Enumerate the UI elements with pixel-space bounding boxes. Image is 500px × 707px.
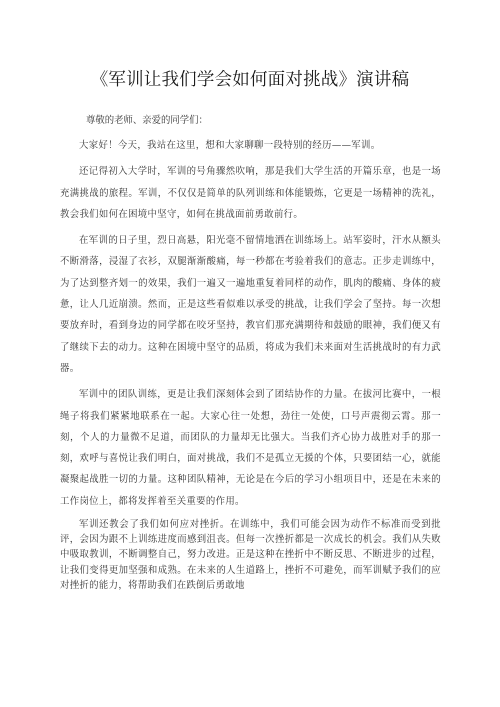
- document-body: [60, 112, 441, 598]
- paragraph: 军训还教会了我们如何应对挫折。在训练中，我们可能会因为动作不标准而受到批评，会因为跟不上训练进度而感到沮丧。但每一次挫折都是一次成长的机会。我们从失败中吸取教训，不断调整自己，努力改进。正是这种在挫折中不断反思、不断进步的过程，让我们变得更加坚强和成熟。在未来的人生道路上，挫折不可避免，而军训赋予我们的应对挫折的能力，将帮助我们在跌倒后勇敢地: [60, 519, 441, 591]
- salutation: 尊敬的老师、亲爱的同学们：: [86, 115, 208, 126]
- page-title: 《军训让我们学会如何面对挑战》演讲稿: [90, 70, 410, 90]
- paragraph: 在军训的日子里，烈日高悬，阳光毫不留情地洒在训练场上。站军姿时，汗水从额头不断滑落，浸湿了衣衫，双腿渐渐酸痛，每一秒都在考验着我们的意志。正步走训练中，为了达到整齐划一的效果，我们一遍又一遍地重复着同样的动作，肌肉的酸痛、身体的疲惫，让人几近崩溃。然而，正是这些看似难以承受的挑战，让我们学会了坚持。每一次想要放弃时，看到身边的同学都在咬牙坚持，教官们那充满期待和鼓励的眼神，我们便又有了继续下去的动力。这种在困境中坚守的品质，将成为我们未来面对生活挑战时的有力武器。: [60, 235, 441, 374]
- paragraph: 军训中的团队训练，更是让我们深刻体会到了团结协作的力量。在拔河比赛中，一根绳子将我们紧紧地联系在一起。大家心往一处想，劲往一处使，口号声震彻云霄。那一刻，个人的力量微不足道，而团队的力量却无比强大。当我们齐心协力战胜对手的那一刻，欢呼与喜悦让我们明白，面对挑战，我们不是孤立无援的个体，只要团结一心，就能凝聚起战胜一切的力量。这种团队精神，无论是在今后的学习小组项目中，还是在未来的工作岗位上，都将发挥着至关重要的作用。: [60, 389, 441, 507]
- paragraph: 大家好！今天，我站在这里，想和大家聊聊一段特别的经历——军训。: [79, 140, 381, 151]
- paragraph: 还记得初入大学时，军训的号角骤然吹响，那是我们大学生活的开篇乐章，也是一场充满挑战的旅程。军训，不仅仅是简单的队列训练和体能锻炼，它更是一场精神的洗礼，教会我们如何在困境中坚守，如何在挑战面前勇敢前行。: [60, 166, 441, 220]
